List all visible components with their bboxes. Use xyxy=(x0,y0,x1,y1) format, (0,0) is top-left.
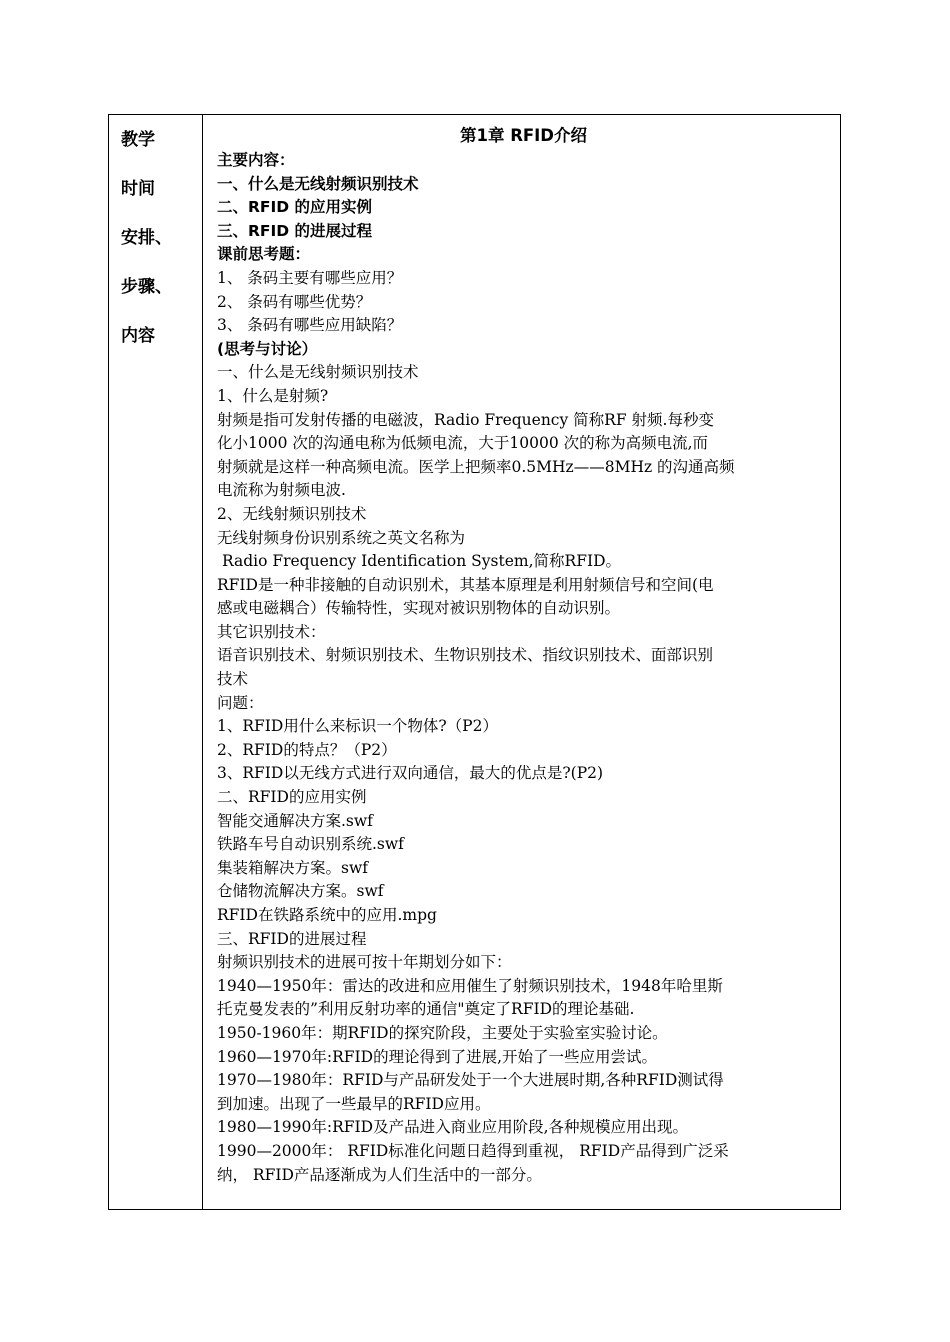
content-line: 1970—1980年：RFID与产品研发处于一个大进展时期,各种RFID测试得 xyxy=(217,1071,724,1090)
content-line: 1、 条码主要有哪些应用？ xyxy=(217,268,403,287)
content-column xyxy=(203,115,840,1209)
content-line: 化小1000 次的沟通电称为低频电流，大于10000 次的称为高频电流,而 xyxy=(217,434,709,453)
content-line: 1960—1970年:RFID的理论得到了进展,开始了一些应用尝试。 xyxy=(217,1047,658,1066)
content-line: 射频是指可发射传播的电磁波，Radio Frequency 简称RF 射频.每秒变 xyxy=(217,410,714,429)
content-line: 二、RFID 的应用实例 xyxy=(217,198,373,217)
content-line: 一、什么是无线射频识别技术 xyxy=(217,363,419,382)
content-line: 集装箱解决方案。swf xyxy=(217,858,368,877)
content-line: 射频就是这样一种高频电流。医学上把频率0.5MHz——8MHz 的沟通高频 xyxy=(217,457,735,476)
row-label: 内容 xyxy=(121,326,155,346)
content-line: 1950-1960年：期RFID的探究阶段，主要处于实验室实验讨论。 xyxy=(217,1023,668,1042)
content-line: 主要内容： xyxy=(217,151,295,169)
content-line: Radio Frequency Identification System,简称RFID。 xyxy=(217,552,622,571)
row-label-column xyxy=(109,115,203,1209)
row-label: 安排、 xyxy=(121,228,172,248)
row-label: 教学 xyxy=(121,130,155,150)
content-line: 语音识别技术、射频识别技术、生物识别技术、指纹识别技术、面部识别 xyxy=(217,646,714,665)
content-line: 三、RFID的进展过程 xyxy=(217,929,367,948)
content-line: 1、什么是射频? xyxy=(217,386,329,405)
content-line: 射频识别技术的进展可按十年期划分如下： xyxy=(217,953,512,972)
content-line: 2、 条码有哪些优势？ xyxy=(217,292,372,311)
content-line: 1990—2000年： RFID标准化问题日趋得到重视， RFID产品得到广泛采 xyxy=(217,1141,729,1160)
content-line: 技术 xyxy=(217,670,249,689)
content-line: 一、什么是无线射频识别技术 xyxy=(217,174,419,193)
content-line: 1940—1950年：雷达的改进和应用催生了射频识别技术，1948年哈里斯 xyxy=(217,976,723,995)
content-line: 电流称为射频电波. xyxy=(217,481,346,500)
content-line: 3、 条码有哪些应用缺陷？ xyxy=(217,316,403,335)
content-lines xyxy=(217,149,830,1187)
content-line: RFID是一种非接触的自动识别术，其基本原理是利用射频信号和空间(电 xyxy=(217,575,714,594)
content-line: 仓储物流解决方案。swf xyxy=(217,882,384,901)
content-line: 感或电磁耦合）传输特性，实现对被识别物体的自动识别。 xyxy=(217,599,621,618)
content-line: (思考与讨论） xyxy=(217,339,318,358)
content-line: 三、RFID 的进展过程 xyxy=(217,221,373,240)
content-line: 二、RFID的应用实例 xyxy=(217,788,367,807)
content-line: 智能交通解决方案.swf xyxy=(217,811,373,830)
content-line: 纳， RFID产品逐渐成为人们生活中的一部分。 xyxy=(217,1165,542,1184)
content-line: 托克曼发表的”利用反射功率的通信"奠定了RFID的理论基础. xyxy=(217,1000,635,1019)
content-line: 3、RFID以无线方式进行双向通信，最大的优点是?(P2) xyxy=(217,764,604,783)
content-line: 无线射频身份识别系统之英文名称为 xyxy=(217,528,466,547)
content-line: 问题： xyxy=(217,693,264,712)
row-label: 时间 xyxy=(121,179,155,199)
content-line: 2、RFID的特点？（P2） xyxy=(217,740,397,759)
content-line: RFID在铁路系统中的应用.mpg xyxy=(217,906,437,924)
content-line: 到加速。出现了一些最早的RFID应用。 xyxy=(217,1094,491,1113)
content-line: 2、无线射频识别技术 xyxy=(217,504,367,523)
content-line: 课前思考题： xyxy=(217,245,311,264)
content-line: 1、RFID用什么来标识一个物体?（P2） xyxy=(217,717,498,736)
row-label: 步骤、 xyxy=(121,277,172,297)
content-line: 其它识别技术： xyxy=(217,622,326,641)
content-line: 铁路车号自动识别系统.swf xyxy=(217,835,404,854)
chapter-title: 第1章 RFID介绍 xyxy=(459,126,588,145)
lesson-plan-table xyxy=(108,114,841,1210)
content-line: 1980—1990年:RFID及产品进入商业应用阶段,各种规模应用出现。 xyxy=(217,1118,689,1137)
